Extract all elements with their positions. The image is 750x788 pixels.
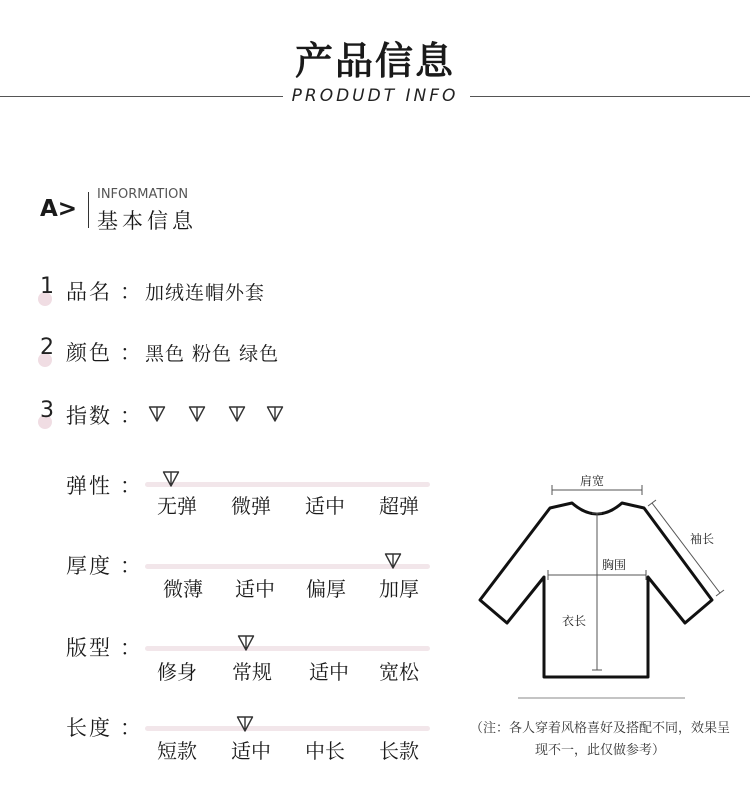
- gauge-track: [145, 482, 430, 487]
- row-value-product-name: 加绒连帽外套: [145, 282, 266, 304]
- gauge-track: [145, 726, 430, 731]
- row-label-index: 指数: [66, 404, 112, 428]
- gauge-separator: ：: [120, 554, 143, 578]
- gauge-option: 修身: [157, 660, 197, 684]
- gauge-separator: ：: [120, 716, 143, 740]
- row-number: 2: [40, 335, 54, 360]
- gauge-option: 适中: [235, 577, 275, 601]
- gauge-option: 适中: [309, 660, 349, 684]
- gauge-option: 短款: [157, 739, 197, 763]
- gauge-option: 超弹: [379, 494, 419, 518]
- gauge-option: 无弹: [157, 494, 197, 518]
- triangle-down-icon: [188, 405, 206, 423]
- row-value-color: 黑色 粉色 绿色: [145, 343, 280, 365]
- gauge-option: 加厚: [379, 577, 419, 601]
- length-label: 衣长: [562, 614, 587, 628]
- section-title-en: INFORMATION: [97, 187, 189, 202]
- triangle-down-icon: [266, 405, 284, 423]
- triangle-down-icon: [148, 405, 166, 423]
- triangle-down-icon: [228, 405, 246, 423]
- gauge-separator: ：: [120, 636, 143, 660]
- gauge-option: 适中: [305, 494, 345, 518]
- gauge-marker-triangle-icon: [384, 552, 402, 570]
- row-separator: ：: [120, 280, 143, 304]
- section-divider: [88, 192, 89, 228]
- disclaimer-note: （注：各人穿着风格喜好及搭配不同，效果呈现不一，此仅做参考）: [470, 721, 731, 758]
- page-title: 产品信息: [294, 39, 455, 83]
- shoulder-width-label: 肩宽: [580, 474, 605, 488]
- page-subtitle: PRODUDT INFO: [291, 86, 459, 106]
- gauge-marker-triangle-icon: [236, 715, 254, 733]
- row-label-product-name: 品名: [66, 280, 112, 304]
- gauge-label-length: 长度: [66, 716, 112, 740]
- chest-label: 胸围: [602, 558, 627, 572]
- gauge-track: [145, 646, 430, 651]
- gauge-option: 微薄: [163, 577, 203, 601]
- row-separator: ：: [120, 341, 143, 365]
- garment-size-diagram: [470, 465, 730, 710]
- gauge-option: 常规: [232, 660, 272, 684]
- gauge-marker-triangle-icon: [237, 634, 255, 652]
- gauge-label-elasticity: 弹性: [66, 474, 112, 498]
- gauge-label-thickness: 厚度: [66, 554, 112, 578]
- section-title-cn: 基本信息: [97, 209, 197, 233]
- gauge-option: 中长: [305, 739, 345, 763]
- row-number: 1: [40, 274, 54, 299]
- gauge-separator: ：: [120, 474, 143, 498]
- gauge-option: 长款: [379, 739, 419, 763]
- gauge-marker-triangle-icon: [162, 470, 180, 488]
- gauge-option: 微弹: [231, 494, 271, 518]
- section-marker: A>: [40, 196, 78, 222]
- gauge-option: 偏厚: [306, 577, 346, 601]
- gauge-label-fit: 版型: [66, 636, 112, 660]
- gauge-option: 宽松: [379, 660, 419, 684]
- row-label-color: 颜色: [66, 341, 112, 365]
- row-separator: ：: [120, 404, 143, 428]
- sleeve-length-label: 袖长: [690, 532, 715, 546]
- gauge-option: 适中: [231, 739, 271, 763]
- row-number: 3: [40, 398, 54, 423]
